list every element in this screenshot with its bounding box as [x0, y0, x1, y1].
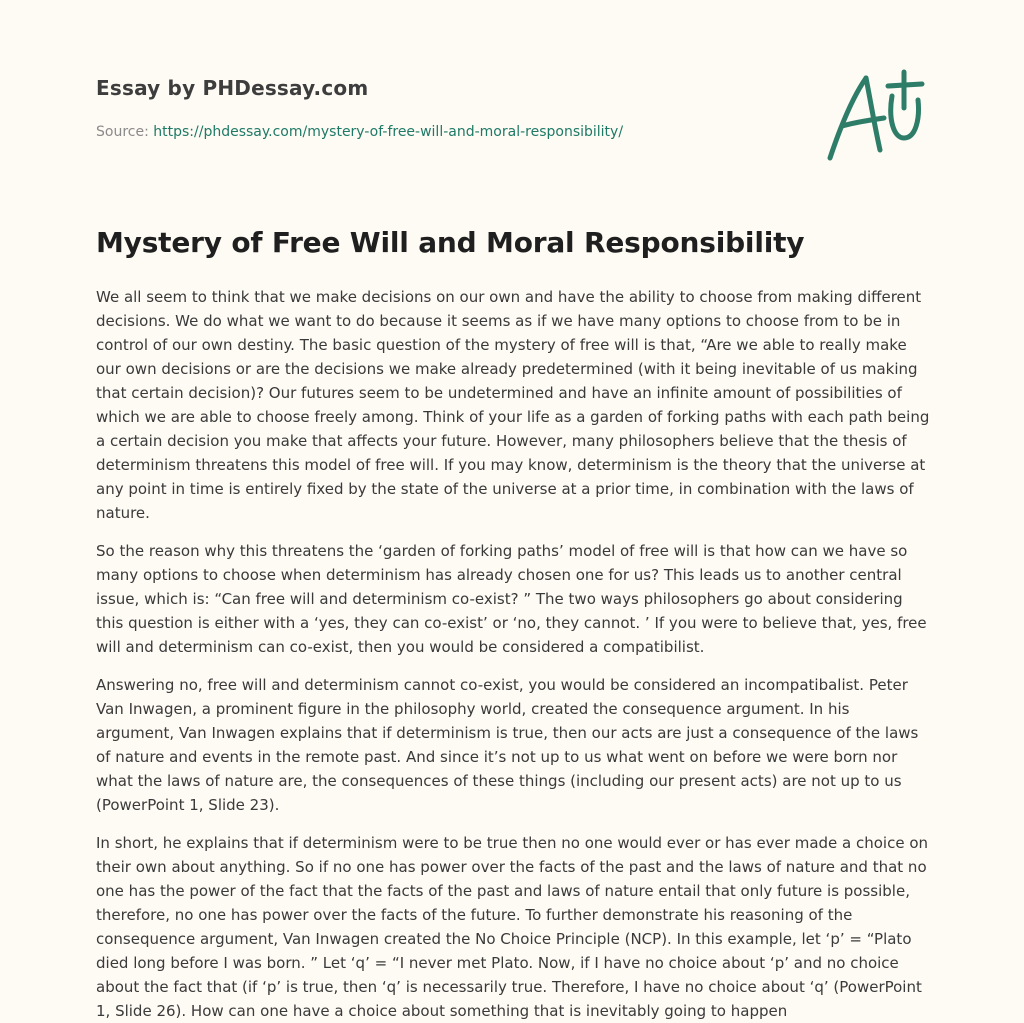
- source-link[interactable]: https://phdessay.com/mystery-of-free-will-and-moral-responsibility/: [153, 124, 624, 140]
- essay-body: [96, 285, 930, 1020]
- a-plus-grade-icon: [822, 68, 930, 164]
- site-header: [96, 76, 796, 140]
- essay-paragraph-4: In short, he explains that if determinism were to be true then no one would ever or has ever made a choice on their own about anything. So if no one has power over the facts of the past and the laws of nature and that no one has the power of the fact that the facts of the past and laws of nature entail that only future is possible, therefore, no one has power over the facts of the future. To further demonstrate his reasoning of the consequence argument, Van Inwagen created the No Choice Principle (NCP). In this example, let ‘p’ = “Plato died long before I was born. ” Let ‘q’ = “I never met Plato. Now, if I have no choice about ‘p’ and no choice about the fact that (if ‘p’ is true, then ‘q’ is necessarily true. Therefore, I have no choice about ‘q’ (PowerPoint 1, Slide 26). How can one have a choice about something that is inevitably going to happen: [96, 834, 929, 1020]
- source-line: [96, 124, 796, 140]
- essay-paragraph-3: Answering no, free will and determinism cannot co-exist, you would be considered an incompatibalist. Peter Van Inwagen, a prominent figure in the philosophy world, created the consequence argument. In his argument, Van Inwagen explains that if determinism is true, then our acts are just a consequence of the laws of nature and events in the remote past. And since it’s not up to us what went on before we were born nor what the laws of nature are, the consequences of these things (including our present acts) are not up to us (PowerPoint 1, Slide 23).: [96, 676, 919, 814]
- site-title: Essay by PHDessay.com: [96, 76, 369, 100]
- essay-paragraph-1: We all seem to think that we make decisions on our own and have the ability to choose from making different decisions. We do what we want to do because it seems as if we have many options to choose from to be in control of our own destiny. The basic question of the mystery of free will is that, “Are we able to really make our own decisions or are the decisions we make already predetermined (with it being inevitable of us making that certain decision)? Our futures seem to be undetermined and have an infinite amount of possibilities of which we are able to choose freely among. Think of your life as a garden of forking paths with each path being a certain decision you make that affects your future. However, many philosophers believe that the thesis of determinism threatens this model of free will. If you may know, determinism is the theory that the universe at any point in time is entirely fixed by the state of the universe at a prior time, in combination with the laws of nature.: [96, 288, 930, 522]
- essay-paragraph-2: So the reason why this threatens the ‘garden of forking paths’ model of free will is that how can we have so many options to choose when determinism has already chosen one for us? This leads us to another central issue, which is: “Can free will and determinism co-exist? ” The two ways philosophers go about considering this question is either with a ‘yes, they can co-exist’ or ‘no, they cannot. ’ If you were to believe that, yes, free will and determinism can co-exist, then you would be considered a compatibilist.: [96, 542, 927, 656]
- source-label: Source:: [96, 124, 149, 140]
- essay-title: Mystery of Free Will and Moral Responsibility: [96, 226, 805, 259]
